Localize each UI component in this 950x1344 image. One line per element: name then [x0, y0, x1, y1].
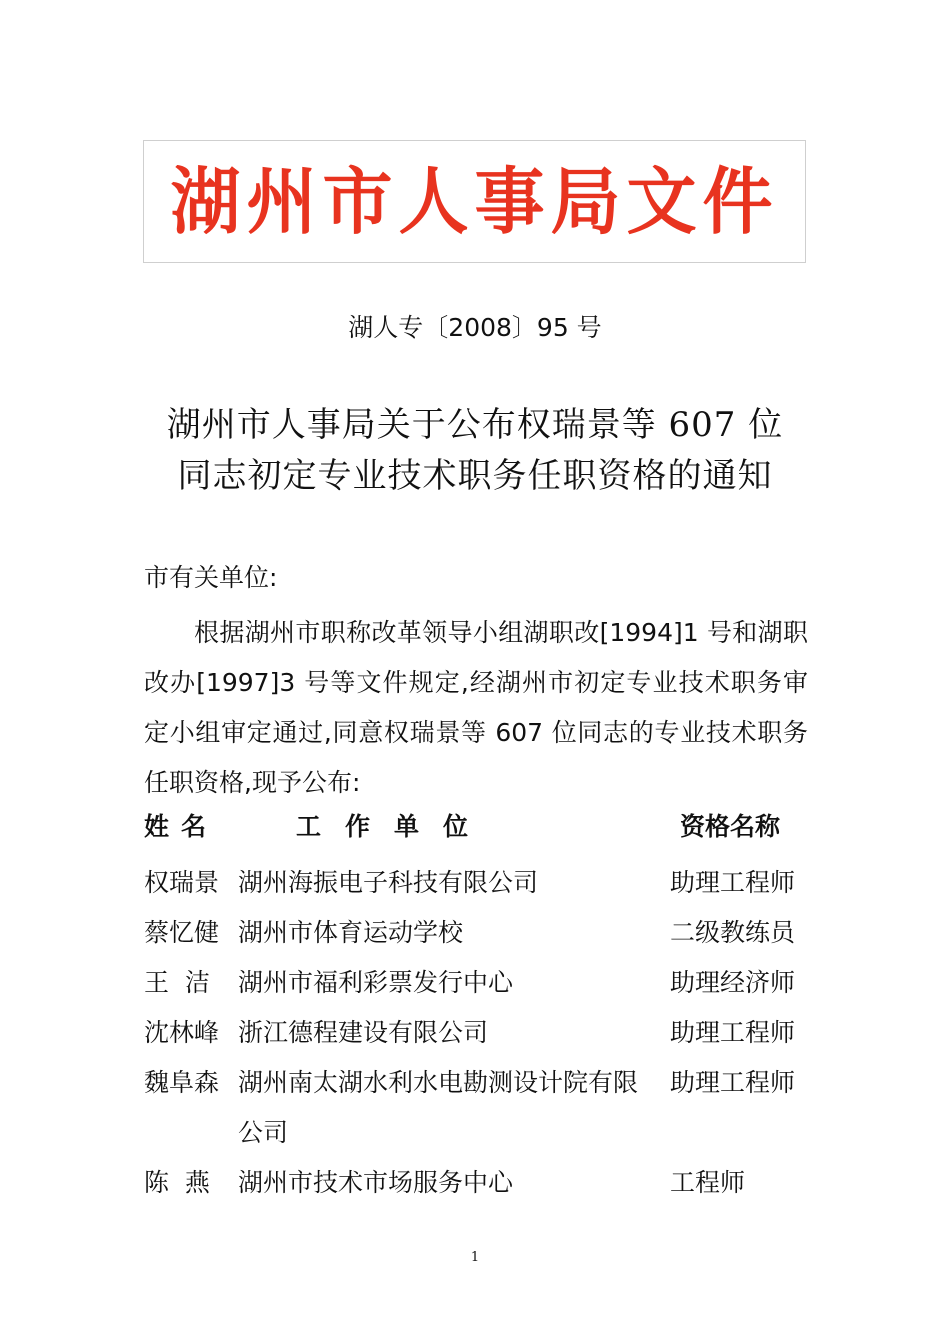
- salutation: 市有关单位:: [144, 563, 278, 592]
- table-header: [0, 807, 950, 847]
- document-number: 湖人专〔2008〕95 号: [348, 313, 602, 342]
- document-title: [0, 400, 950, 502]
- row-unit: 湖州南太湖水利水电勘测设计院有限公司: [238, 1068, 639, 1147]
- row-unit: 湖州市体育运动学校: [238, 918, 464, 947]
- row-name: 陈 燕: [144, 1168, 210, 1197]
- row-unit: 湖州市福利彩票发行中心: [238, 968, 514, 997]
- row-name: 沈林峰: [144, 1018, 220, 1047]
- row-unit: 湖州海振电子科技有限公司: [238, 868, 539, 897]
- page-number: 1: [470, 1250, 480, 1265]
- row-name: 权瑞景: [144, 868, 220, 897]
- table-row: [0, 1008, 950, 1058]
- row-qualification: 助理工程师: [670, 868, 796, 897]
- header-qualification: 资格名称: [680, 812, 781, 841]
- row-qualification: 助理经济师: [670, 968, 796, 997]
- header-unit: 工作单位: [296, 812, 493, 841]
- row-unit: 浙江德程建设有限公司: [238, 1018, 489, 1047]
- row-unit: 湖州市技术市场服务中心: [238, 1168, 514, 1197]
- row-name: 魏阜森: [144, 1068, 220, 1097]
- row-name: 蔡忆健: [144, 918, 220, 947]
- table-row: [0, 1058, 950, 1158]
- header-name: 姓名: [144, 812, 219, 841]
- row-qualification: 助理工程师: [670, 1068, 796, 1097]
- table-row: [0, 1158, 950, 1208]
- table-body: [0, 858, 950, 1208]
- row-name: 王 洁: [144, 968, 210, 997]
- masthead-banner: [143, 140, 806, 263]
- document-title-line-1: 湖州市人事局关于公布权瑞景等 607 位: [166, 405, 784, 445]
- table-row: [0, 958, 950, 1008]
- table-row: [0, 858, 950, 908]
- table-row: [0, 908, 950, 958]
- row-qualification: 二级教练员: [670, 918, 796, 947]
- masthead-title: 湖州市人事局文件: [170, 157, 779, 245]
- row-qualification: 助理工程师: [670, 1018, 796, 1047]
- row-qualification: 工程师: [670, 1168, 746, 1197]
- document-title-line-2: 同志初定专业技术职务任职资格的通知: [177, 456, 773, 496]
- body-paragraph: 根据湖州市职称改革领导小组湖职改[1994]1 号和湖职改办[1997]3 号等文件规定,经湖州市初定专业技术职务审定小组审定通过,同意权瑞景等 607 位同志的专业技术职务任职资格,现予公布:: [144, 618, 808, 797]
